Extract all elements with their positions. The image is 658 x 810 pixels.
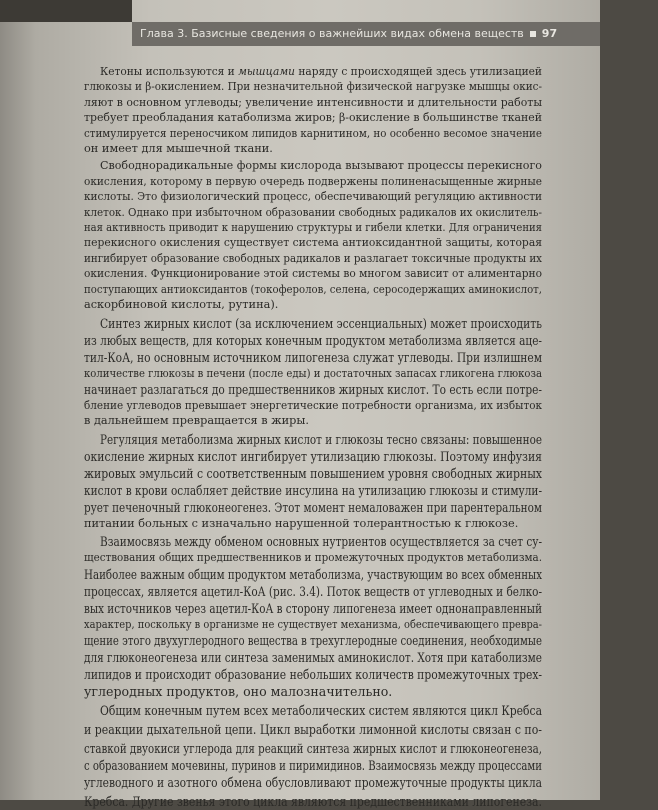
text-line: Кетоны используются и мышцами наряду с происходящей здесь утилизацией	[100, 65, 542, 78]
paragraph-ketones	[84, 64, 542, 156]
text-line: клеток. Однако при избыточном образовании свободных радикалов их окислитель-	[84, 205, 542, 219]
paragraph-free-radicals	[84, 158, 542, 312]
paragraph-fatty-acid-synthesis	[84, 315, 542, 429]
text-line: окисления, которому в первую очередь подвержены полиненасыщенные жирные	[84, 174, 542, 188]
text-line: перекисного окисления существует система антиоксидантной защиты, которая	[84, 236, 542, 250]
text-line: щение этого двухуглеродного вещества в трехуглеродные соединения, необходимые	[84, 632, 542, 648]
paragraph-nutrient-link	[84, 533, 542, 700]
text-line: питании больных с изначально нарушенной толерантностью к глюкозе.	[84, 516, 519, 530]
text-line: окисление жирных кислот ингибирует утилизацию глюкозы. Поэтому инфузия	[84, 448, 542, 464]
text-line: углеводного и азотного обмена обусловливают промежуточные продукты цикла	[84, 775, 542, 791]
text-line: липидов и происходит образование небольших количеств промежуточных трех-	[84, 666, 542, 682]
text-line: Синтез жирных кислот (за исключением эссенциальных) может происходить	[100, 315, 542, 331]
paragraph-regulation	[84, 431, 542, 531]
text-line: стимулируется переносчиком липидов карнитином, но особенно весомое значение	[84, 126, 542, 140]
text-line: вых источников через ацетил-КоА в сторону липогенеза имеет однонаправленный	[84, 600, 542, 616]
text-line: тил-КоА, но основным источником липогенеза служат углеводы. При излишнем	[84, 349, 542, 365]
text-line: характер, поскольку в организме не существует механизма, обеспечивающего превра-	[84, 617, 542, 631]
page-body	[84, 64, 542, 810]
text-line: для глюконеогенеза или синтеза заменимых аминокислот. Хотя при катаболизме	[84, 649, 542, 665]
text-line: углеродных продуктов, оно малозначительно.	[84, 683, 393, 699]
text-line: Свободнорадикальные формы кислорода вызывают процессы перекисного	[100, 159, 542, 173]
emphasis-muscles: мышцами	[238, 65, 295, 78]
text-line: ная активность приводит к нарушению структуры и гибели клетки. Для ограничения	[84, 221, 542, 235]
text-line: рует печеночный глюконеогенез. Этот момент немаловажен при парентеральном	[84, 499, 542, 515]
paragraph-krebs-cycle	[84, 702, 542, 810]
text-line: Общим конечным путем всех метаболических систем являются цикл Кребса	[100, 703, 542, 719]
text-line: бление углеводов превышает энергетические потребности организма, их избыток	[84, 398, 542, 412]
text-line: кислот в крови ослабляет действие инсулина на утилизацию глюкозы и стимули-	[84, 482, 542, 498]
text-line: из любых веществ, для которых конечным продуктом метаболизма является аце-	[84, 332, 542, 348]
page-number: 97	[541, 27, 558, 40]
text-line: ингибирует образование свободных радикалов и разлагает токсичные продукты их	[84, 251, 542, 265]
text-line: Кребса. Другие звенья этого цикла являются предшественниками липогенеза.	[84, 793, 542, 809]
text-line: ществования общих предшественников и промежуточных продуктов метаболизма.	[84, 551, 542, 565]
text-line: аскорбиновой кислоты, рутина).	[84, 298, 279, 312]
text-line: Наиболее важным общим продуктом метаболизма, участвующим во всех обменных	[84, 566, 542, 582]
text-line: поступающих антиоксидантов (токоферолов, селена, серосодержащих аминокислот,	[84, 282, 542, 296]
text-line: Взаимосвязь между обменом основных нутриентов осуществляется за счет су-	[100, 534, 542, 550]
text-line: он имеет для мышечной ткани.	[84, 142, 273, 156]
text-line: в дальнейшем превращается в жиры.	[84, 414, 309, 428]
text-line: жировых эмульсий с соответственным повышением уровня свободных жирных	[84, 465, 542, 481]
running-header	[132, 22, 600, 46]
text-line: ляют в основном углеводы; увеличение интенсивности и длительности работы	[84, 95, 542, 109]
text-line: количестве глюкозы в печени (после еды) и достаточных запасах гликогена глюкоза	[84, 366, 542, 380]
page-corner-shadow	[0, 0, 132, 22]
text-line: кислоты. Это физиологический процесс, обеспечивающий регуляцию активности	[84, 190, 542, 204]
text-line: и реакции дыхательной цепи. Цикл выработки лимонной кислоты связан с по-	[84, 722, 542, 738]
text-line: Регуляция метаболизма жирных кислот и глюкозы тесно связаны: повышенное	[100, 431, 542, 447]
text-line: глюкозы и β-окислением. При незначительной физической нагрузке мышцы окис-	[84, 80, 542, 94]
text-line: начинает разлагаться до предшественников жирных кислот. То есть если потре-	[84, 381, 542, 397]
text-line: окисления. Функционирование этой системы во многом зависит от алиментарно	[84, 267, 542, 281]
text-line: с образованием мочевины, пуринов и пиримидинов. Взаимосвязь между процессами	[84, 757, 542, 773]
chapter-title: Глава 3. Базисные сведения о важнейших видах обмена веществ	[140, 27, 524, 40]
text-line: ставкой двуокиси углерода для реакций синтеза жирных кислот и глюконеогенеза,	[84, 740, 542, 756]
text-line: процессах, является ацетил-КоА (рис. 3.4). Поток веществ от углеводных и белко-	[84, 583, 542, 599]
text-line: требует преобладания катаболизма жиров; β-окисление в большинстве тканей	[84, 111, 542, 125]
separator-square-icon	[530, 31, 536, 37]
